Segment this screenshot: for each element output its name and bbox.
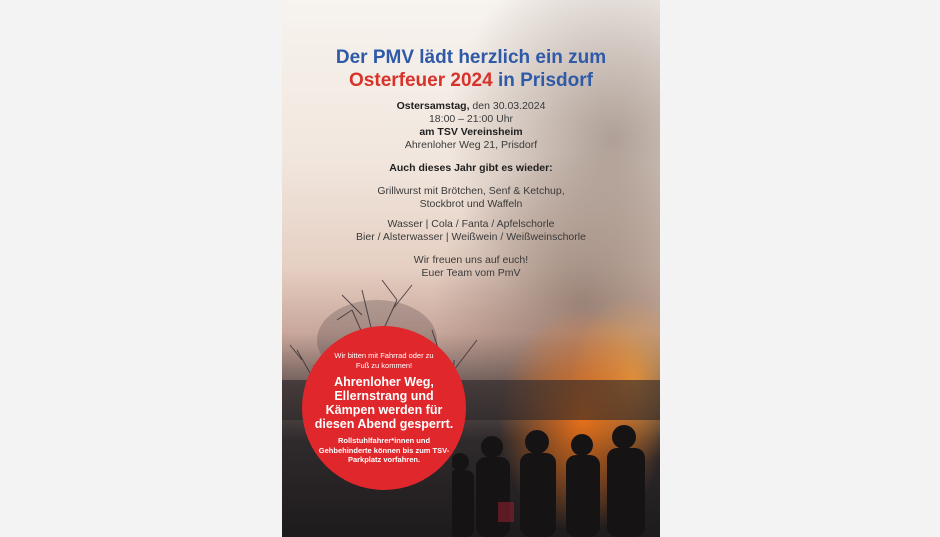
event-details: [282, 100, 660, 280]
heading-line1: Der PMV lädt herzlich ein zum: [335, 47, 607, 68]
event-name: Osterfeuer 2024: [349, 70, 493, 91]
date-line: [282, 100, 660, 113]
drinks-line-1: Wasser | Cola / Fanta / Apfelschorle: [387, 218, 555, 230]
offer-heading: Auch dieses Jahr gibt es wieder:: [389, 162, 553, 174]
road-closure-notice: [302, 326, 466, 490]
event-poster: [282, 0, 660, 537]
notice-footer: Rollstuhlfahrer*innen und Gehbehinderte können bis zum TSV-Parkplatz vorfahren.: [318, 436, 450, 465]
crowd-silhouettes-image: [452, 407, 660, 537]
notice-intro: Wir bitten mit Fahrrad oder zu Fuß zu kommen!: [334, 351, 434, 370]
time-line: 18:00 – 21:00 Uhr: [428, 113, 514, 125]
location-suffix: in Prisdorf: [492, 70, 593, 91]
poster-heading: [282, 46, 660, 92]
venue-line: am TSV Vereinsheim: [419, 126, 523, 138]
food-line-2: Stockbrot und Waffeln: [419, 198, 523, 210]
closing-line-1: Wir freuen uns auf euch!: [413, 254, 529, 266]
date-label: Ostersamstag,: [396, 100, 470, 112]
red-bag-detail: [498, 502, 514, 522]
drinks-line-2: Bier / Alsterwasser | Weißwein / Weißweinschorle: [356, 231, 586, 243]
closing-line-2: Euer Team vom PmV: [421, 267, 521, 279]
address-line: Ahrenloher Weg 21, Prisdorf: [404, 139, 538, 151]
food-line-1: Grillwurst mit Brötchen, Senf & Ketchup,: [377, 185, 565, 197]
notice-main: Ahrenloher Weg, Ellernstrang und Kämpen werden für diesen Abend gesperrt.: [314, 375, 454, 432]
date-value: den 30.03.2024: [469, 100, 546, 112]
